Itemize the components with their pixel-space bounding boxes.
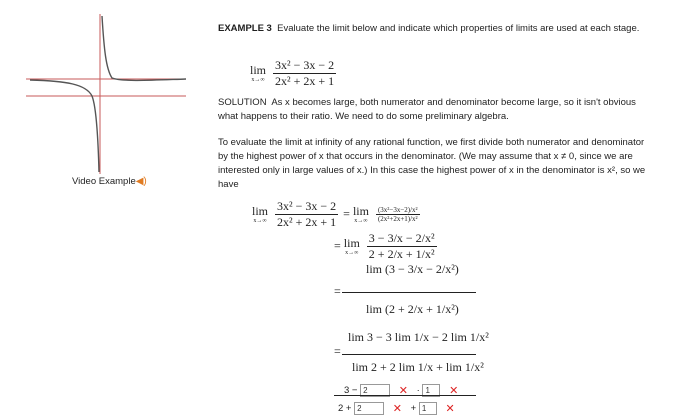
wrong-mark-icon: ✕ bbox=[449, 384, 459, 397]
answer-box-bottom-1[interactable]: 2 bbox=[354, 402, 384, 415]
wrong-mark-icon: ✕ bbox=[445, 402, 455, 415]
problem-expression bbox=[250, 58, 338, 89]
video-example-label: Video Example bbox=[72, 176, 136, 187]
step1-rhs-den: (2x²+2x+1)/x² bbox=[377, 215, 418, 223]
answer-box-top-1[interactable]: 2 bbox=[360, 384, 390, 397]
function-graph bbox=[26, 14, 190, 174]
speaker-icon: ◀) bbox=[135, 176, 147, 187]
step2-num: 3 − 3/x − 2/x² bbox=[368, 231, 435, 245]
step1-rhs-num: (3x²−3x−2)/x² bbox=[377, 206, 418, 214]
lim-operator: lim x→∞ bbox=[250, 63, 267, 83]
solution-text: As x becomes large, both numerator and denominator become large, so it isn't obvious what happens to their ratio. We need to do some preliminary algebra. bbox=[218, 97, 636, 122]
solution-paragraph-2 bbox=[218, 136, 648, 192]
step-2: = lim x→∞ $\frac{\text{3 − 3/x − 2/x²}}{\text{2 + 2/x + 1/x²}}$ bbox=[334, 231, 435, 261]
solution-text-2: To evaluate the limit at infinity of any rational function, we first divide both numerator and denominator by the highest power of x that occurs in the denominator. (We may assume that x ≠ 0, since we are interested only in large values of x.) In this case the highest power of x in the denominator is x², so we have bbox=[218, 137, 646, 190]
problem-fraction bbox=[273, 58, 336, 89]
problem-numerator: 3x² − 3x − 2 bbox=[275, 58, 335, 72]
video-example-link[interactable] bbox=[72, 176, 147, 187]
step4-den: lim 2 + 2 lim 1/x + lim 1/x² bbox=[352, 360, 484, 374]
wrong-mark-icon: ✕ bbox=[392, 402, 402, 415]
curve-left-branch bbox=[30, 80, 99, 172]
answer-box-bottom-2[interactable]: 1 bbox=[419, 402, 437, 415]
example-label: EXAMPLE 3 bbox=[218, 23, 272, 34]
problem-denominator: 2x² + 2x + 1 bbox=[275, 74, 335, 88]
step2-den: 2 + 2/x + 1/x² bbox=[368, 247, 435, 261]
curve-right-branch bbox=[102, 16, 186, 80]
step3-den: lim (2 + 2/x + 1/x²) bbox=[366, 302, 459, 316]
step-1: lim x→∞ $\frac{\text{3x² − 3x − 2}}{\text{2x² + 2x + 1}}$ = lim x→∞ $\frac{\text{(3x²−3x−2)/x²}}{\text{(2x²+2x+1)/x²}}$ bbox=[252, 199, 418, 229]
example-prompt: Evaluate the limit below and indicate which properties of limits are used at each stage. bbox=[277, 23, 640, 34]
step4-num: lim 3 − 3 lim 1/x − 2 lim 1/x² bbox=[348, 330, 489, 344]
answer-fraction-bar bbox=[334, 395, 476, 396]
answer-row-top: 3 − 2 ✕ · 1 ✕ bbox=[344, 384, 459, 397]
solution-label: SOLUTION bbox=[218, 97, 267, 108]
step3-num: lim (3 − 3/x − 2/x²) bbox=[366, 262, 459, 276]
answer-box-top-2[interactable]: 1 bbox=[422, 384, 440, 397]
answer-row-bottom: 2 + 2 ✕ + 1 ✕ bbox=[338, 402, 455, 415]
step1-rhs-fraction bbox=[376, 206, 420, 223]
solution-paragraph bbox=[218, 96, 648, 124]
wrong-mark-icon: ✕ bbox=[398, 384, 408, 397]
example-header bbox=[218, 22, 648, 36]
